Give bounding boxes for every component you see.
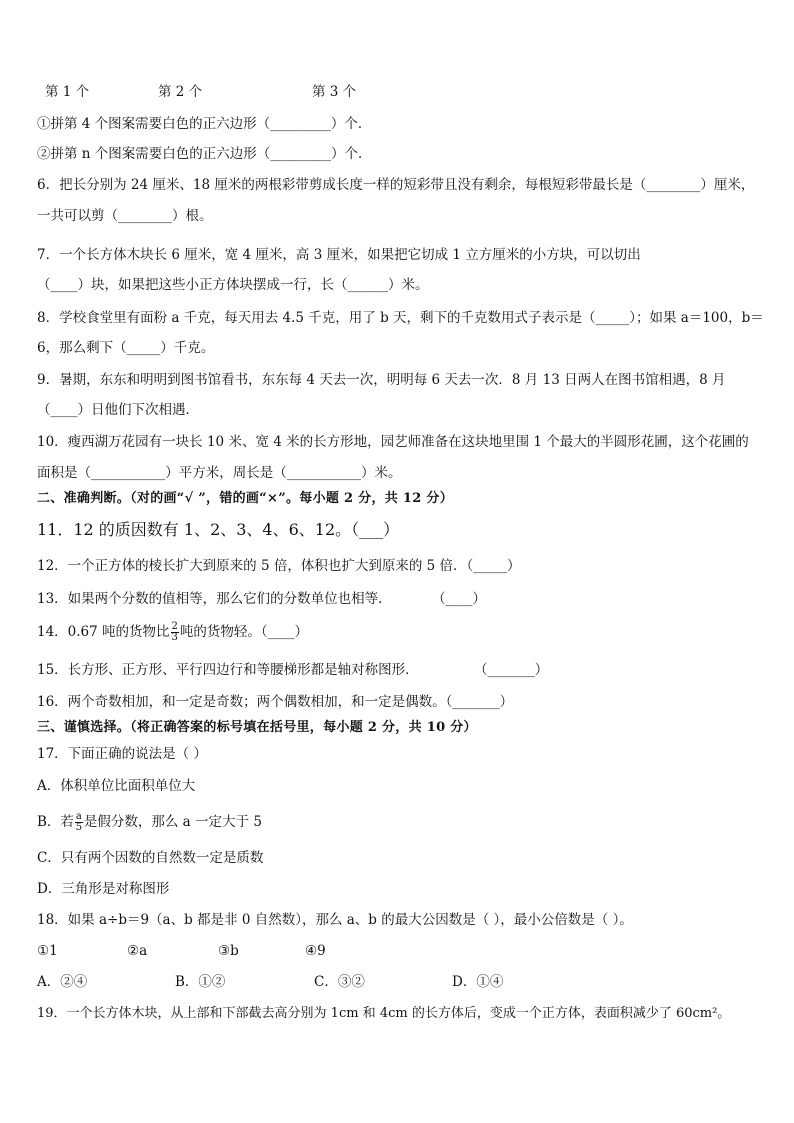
q8-line-2: 6，那么剩下（_____）千克。 — [37, 340, 215, 356]
q15-blank: （_______） — [474, 662, 549, 678]
q5-part-a: ①拼第 4 个图案需要白色的正六边形（_________）个． — [37, 116, 372, 132]
section-3-heading: 三、谨慎选择。（将正确答案的标号填在括号里，每小题 2 分，共 10 分） — [37, 720, 477, 735]
figure-label-2: 第 2 个 — [158, 84, 203, 100]
q10-line-1: 10．瘦西湖万花园有一块长 10 米、宽 4 米的长方形地，园艺师准备在这块地里围 1 个最大的半圆形花圃，这个花圃的 — [37, 434, 749, 450]
q14-text-pre: 14．0.67 吨的货物比 — [37, 624, 170, 640]
q17: 17．下面正确的说法是（ ） — [37, 746, 207, 762]
q15-text: 15．长方形、正方形、平行四边行和等腰梯形都是轴对称图形． — [37, 662, 419, 678]
q14-fraction — [171, 622, 179, 643]
q8-line-1: 8．学校食堂里有面粉 a 千克，每天用去 4.5 千克，用了 b 天，剩下的千克数用式子表示是（_____）；如果 a＝100，b＝ — [37, 310, 764, 326]
q14-text-post: 吨的货物轻。（____） — [179, 624, 309, 640]
q17-b-post: 是假分数，那么 a 一定大于 5 — [83, 814, 262, 830]
q18-choice-c: C．③② — [314, 974, 365, 990]
q12: 12．一个正方体的棱长扩大到原来的 5 倍，体积也扩大到原来的 5 倍．（_____） — [37, 558, 521, 574]
q18-option-2: ②a — [127, 943, 148, 959]
q14 — [37, 622, 308, 643]
q17-b-pre: B．若 — [37, 814, 74, 830]
q18-choice-a: A．②④ — [37, 974, 88, 990]
q6-line-2: 一共可以剪（________）根。 — [37, 208, 213, 224]
q7-line-2: （____）块，如果把这些小正方体块摆成一行，长（______）米。 — [37, 277, 429, 293]
q13-blank: （____） — [432, 591, 486, 607]
q17-b-denominator: 5 — [75, 822, 83, 833]
q9-line-2: （____）日他们下次相遇． — [37, 402, 199, 418]
q10-line-2: 面积是（___________）平方米，周长是（___________）米。 — [37, 465, 402, 481]
q9-line-1: 9．暑期，东东和明明到图书馆看书，东东每 4 天去一次，明明每 6 天去一次．8 月 13 日两人在图书馆相遇，8 月 — [37, 372, 726, 388]
q6-line-1: 6．把长分别为 24 厘米、18 厘米的两根彩带剪成长度一样的短彩带且没有剩余，每根短彩带最长是（________）厘米， — [37, 177, 755, 193]
q14-denominator: 3 — [171, 632, 178, 643]
q16: 16．两个奇数相加，和一定是奇数；两个偶数相加，和一定是偶数。（_______） — [37, 694, 514, 710]
q13-text: 13．如果两个分数的值相等，那么它们的分数单位也相等． — [37, 591, 392, 607]
q17-b-fraction — [75, 812, 83, 833]
q18-option-1: ①1 — [37, 943, 58, 959]
q14-numerator: 2 — [171, 621, 178, 632]
q17-option-c: C．只有两个因数的自然数一定是质数 — [37, 850, 264, 866]
q18-choice-d: D．①④ — [452, 974, 504, 990]
section-2-heading: 二、准确判断。（对的画“√ ”，错的画“×”。每小题 2 分，共 12 分） — [37, 491, 454, 506]
figure-label-1: 第 1 个 — [45, 84, 90, 100]
figure-label-3: 第 3 个 — [312, 84, 357, 100]
q18-option-4: ④9 — [305, 943, 326, 959]
q13 — [37, 589, 392, 609]
q7-line-1: 7．一个长方体木块长 6 厘米，宽 4 厘米，高 3 厘米，如果把它切成 1 立方厘米的小方块，可以切出 — [37, 247, 641, 263]
q18-choice-b: B．①② — [175, 974, 226, 990]
q15 — [37, 660, 419, 680]
q17-option-a: A．体积单位比面积单位大 — [37, 778, 196, 794]
q17-b-numerator: a — [75, 811, 82, 822]
q19: 19．一个长方体木块，从上部和下部截去高分别为 1cm 和 4cm 的长方体后，变成一个正方体，表面积减少了 60cm²。 — [37, 1006, 731, 1021]
q5-part-b: ②拼第 n 个图案需要白色的正六边形（_________）个． — [37, 146, 372, 162]
q18-option-3: ③b — [218, 943, 239, 959]
q17-option-d: D．三角形是对称图形 — [37, 881, 170, 897]
q18: 18．如果 a÷b＝9（a、b 都是非 0 自然数），那么 a、b 的最大公因数是（ ），最小公倍数是（ ）。 — [37, 912, 633, 928]
q11: 11．12 的质因数有 1、2、3、4、6、12。（___） — [37, 520, 400, 539]
q17-option-b — [37, 812, 262, 833]
